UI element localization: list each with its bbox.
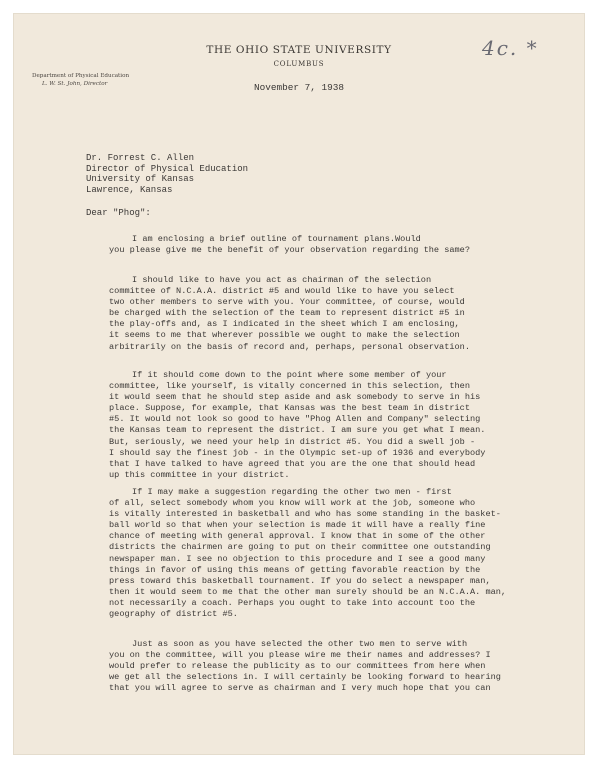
university-city: COLUMBUS [273, 60, 325, 68]
paragraph-line: press toward this basketball tournament. If you do select a newspaper man, [109, 575, 491, 586]
department-director: L. W. St. John, Director [42, 81, 108, 87]
paragraph-line: committee of N.C.A.A. district #5 and would like to have you select [109, 286, 455, 297]
paragraph-1 [109, 234, 564, 256]
salutation: Dear "Phog": [86, 208, 151, 218]
paragraph-line: I should like to have you act as chairman of the selection [132, 275, 432, 285]
paragraph-line: the Kansas team to represent the district. I am sure you get what I mean. [109, 425, 486, 436]
handwritten-annotation: 4c. * [482, 36, 539, 60]
paragraph-line: Just as soon as you have selected the other two men to serve with [132, 639, 468, 649]
recipient-address [86, 153, 248, 195]
paragraph-line: #5. It would not look so good to have "Phog Allen and Company" selecting [109, 414, 481, 425]
paragraph-line: would prefer to release the publicity as to our committees from here when [109, 661, 486, 672]
paragraph-line: of all, select somebody whom you know will work at the job, someone who [109, 498, 476, 509]
paragraph-line: I should say the finest job - in the Olympic set-up of 1936 and everybody [109, 447, 486, 458]
university-name: THE OHIO STATE UNIVERSITY [206, 44, 392, 56]
paragraph-line: not necessarily a coach. Perhaps you ought to take into account too the [109, 597, 476, 608]
paragraph-line: two other members to serve with you. Your committee, of course, would [109, 297, 465, 308]
department-block [32, 72, 129, 88]
paragraph-line: If I may make a suggestion regarding the other two men - first [132, 487, 452, 497]
paragraph-line: the play-offs and, as I indicated in the sheet which I am enclosing, [109, 319, 460, 330]
paragraph-line: be charged with the selection of the team to represent district #5 in [109, 308, 465, 319]
paragraph-line: then it would seem to me that the other man surely should be an N.C.A.A. man, [109, 586, 507, 597]
paragraph-line: But, seriously, we need your help in district #5. You did a swell job - [109, 436, 476, 447]
paragraph-line: is vitally interested in basketball and who has some standing in the basket- [109, 509, 501, 520]
paragraph-line: up this committee in your district. [109, 469, 290, 480]
paragraph-line: that I have talked to have agreed that you are the one that should head [109, 458, 476, 469]
recipient-line: Dr. Forrest C. Allen [86, 153, 195, 163]
paragraph-line: that you will agree to serve as chairman and I very much hope that you can [109, 683, 491, 694]
recipient-line: University of Kansas [86, 174, 195, 185]
paragraph-5 [109, 639, 564, 694]
paragraph-line: we get all the selections in. I will certainly be looking forward to hearing [109, 672, 501, 683]
paragraph-2 [109, 275, 564, 353]
letter-page [14, 14, 584, 754]
paragraph-line: chance of meeting with general approval. I know that in some of the other [109, 531, 486, 542]
paragraph-line: things in favor of using this means of getting favorable reaction by the [109, 564, 481, 575]
paragraph-line: committee, like yourself, is vitally concerned in this selection, then [109, 381, 470, 392]
recipient-line: Lawrence, Kansas [86, 184, 173, 195]
paragraph-line: you on the committee, will you please wire me their names and addresses? I [109, 650, 491, 661]
paragraph-line: districts the chairmen are going to put on their committee one outstanding [109, 542, 491, 553]
letter-date: November 7, 1938 [254, 82, 345, 93]
paragraph-line: it would seem that he should step aside and ask somebody to serve in his [109, 392, 481, 403]
paragraph-line: newspaper man. I see no objection to this procedure and I see a good many [109, 553, 486, 564]
paragraph-line: it seems to me that wherever possible we ought to make the selection [109, 330, 460, 341]
paragraph-line: you please give me the benefit of your observation regarding the same? [109, 245, 470, 256]
paragraph-3 [109, 370, 564, 481]
paragraph-line: geography of district #5. [109, 609, 238, 620]
paragraph-4 [109, 487, 564, 620]
paragraph-line: I am enclosing a brief outline of tournament plans.Would [132, 234, 421, 244]
paragraph-line: ball world so that when your selection is made it will have a really fine [109, 520, 486, 531]
recipient-line: Director of Physical Education [86, 163, 249, 174]
paragraph-line: arbitrarily on the basis of record and, perhaps, personal observation. [109, 341, 470, 352]
paragraph-line: If it should come down to the point where some member of your [132, 370, 447, 380]
department-name: Department of Physical Education [32, 73, 130, 79]
paragraph-line: place. Suppose, for example, that Kansas was the best team in district [109, 403, 470, 414]
